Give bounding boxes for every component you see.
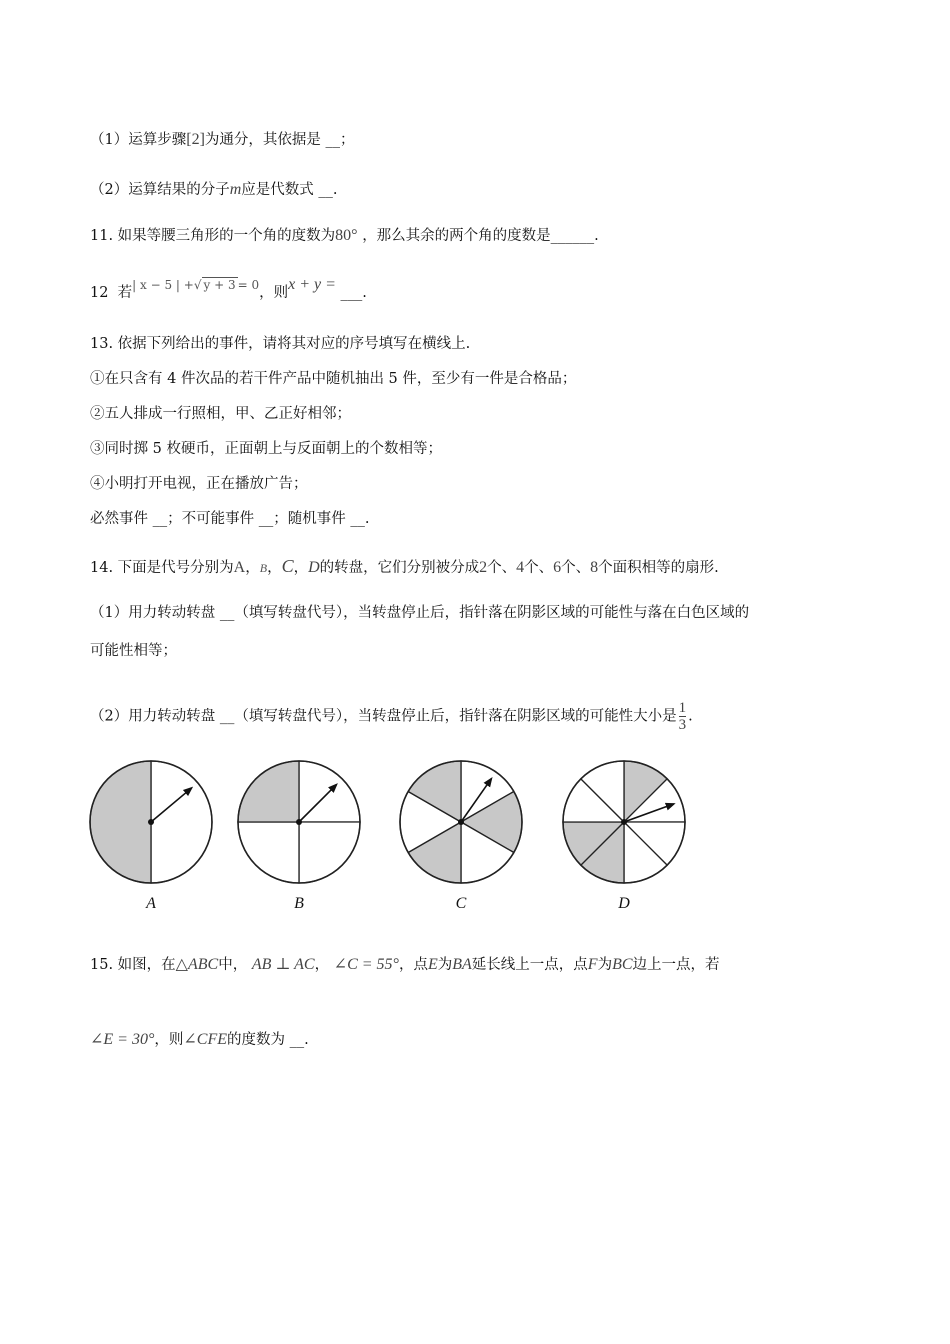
q12-eq-radicand: y + 3 [203, 278, 236, 292]
spinner-area [90, 761, 685, 912]
q15-line2 [90, 1030, 309, 1050]
q14-text6: 个面积相等的扇形. [598, 560, 719, 576]
spinner-b-sector-3 [238, 822, 299, 883]
q13-item-3: ③同时掷 5 枚硬币，正面朝上与反面朝上的个数相等； [90, 441, 442, 457]
fraction-denominator: 3 [678, 717, 687, 733]
spinner-c-label: C [455, 895, 467, 912]
q14-n8: 8 [590, 559, 599, 576]
q11-math: 80° [335, 227, 358, 244]
q14-text3: 个、 [487, 560, 517, 576]
q15-text-c: ， [314, 957, 330, 973]
q14-p2-text: （2）用力转动转盘 __（填写转盘代号），当转盘停止后，指针落在阴影区域的可能性大小是 [90, 708, 677, 725]
q11-text2: ，那么其余的两个角的度数是______. [362, 228, 599, 244]
q15-text-b: 中， [218, 957, 248, 973]
one-third-fraction [679, 700, 687, 733]
q13-answer: 必然事件 __；不可能事件 __；随机事件 __. [90, 511, 370, 527]
spinner-b-label: B [294, 895, 304, 912]
q14-n4: 4 [516, 559, 525, 576]
q10-p1-math: [2] [186, 131, 205, 148]
spinner-b-center-dot [296, 819, 302, 825]
q10-p2-text2: 应是代数式 [241, 182, 314, 198]
q15-text-a: 15. 如图，在 [90, 957, 176, 973]
q15-bc: BC [612, 956, 633, 973]
q15-text-h: 边上一点，若 [632, 957, 720, 973]
spinner-b-sector-4 [238, 761, 299, 822]
q10-p2-text: （2）运算结果的分子 [90, 182, 230, 198]
q14-part2 [90, 700, 693, 733]
q10-part1 [90, 130, 355, 150]
q14-text4: 个、 [524, 560, 554, 576]
q12-eq-rhs: = 0 [237, 278, 260, 292]
q15-blank: __. [289, 1032, 309, 1048]
q14-part1b: 可能性相等； [90, 643, 177, 659]
q15-point-e: E [427, 956, 438, 973]
spinner-a-label: A [146, 895, 156, 912]
spinner-a-sector-1 [151, 761, 212, 883]
spinner-d-center-dot [621, 819, 627, 825]
q15-angle-e: ∠E = 30° [90, 1031, 155, 1048]
q10-p1-blank: __； [325, 132, 355, 148]
q14-intro [90, 556, 719, 578]
q15-text-g: 为 [597, 957, 613, 973]
q13-title: 13. 依据下列给出的事件，请将其对应的序号填写在横线上. [90, 336, 471, 352]
q15-angle-cfe: ∠CFE [183, 1031, 227, 1048]
spinner-a-sector-2 [90, 761, 151, 883]
q14-p2-end: . [688, 708, 693, 725]
q12-ze: ，则 [259, 285, 289, 301]
q10-part2 [90, 180, 338, 200]
q14-label-c: C [281, 556, 294, 576]
q14-label-d: D [308, 559, 320, 576]
fraction-numerator: 1 [678, 700, 687, 716]
q10-p2-blank: __. [318, 182, 338, 198]
q13-item-2: ②五人排成一行照相，甲、乙正好相邻； [90, 406, 351, 422]
q15-angle-c: ∠C = 55° [333, 956, 399, 973]
spinner-a-center-dot [148, 819, 154, 825]
q15-ba: BA [452, 956, 472, 973]
q15-text-d: ，点 [398, 957, 428, 973]
q11-text: 11. 如果等腰三角形的一个角的度数为 [90, 228, 336, 244]
q15-line1 [90, 955, 720, 975]
q10-p1-text: （1）运算步骤 [90, 132, 187, 148]
q10-p2-math: m [229, 181, 242, 198]
q12-eq-abs: | x − 5 | + [132, 278, 194, 292]
q11 [90, 226, 599, 246]
q13-item-4: ④小明打开电视，正在播放广告； [90, 476, 308, 492]
q14-n6: 6 [553, 559, 562, 576]
spinner-b-sector-2 [299, 822, 360, 883]
q15-point-f: F [587, 956, 598, 973]
q14-part1a: （1）用力转动转盘 __（填写转盘代号），当转盘停止后，指针落在阴影区域的可能性与落在白色区域的 [90, 605, 750, 621]
q14-sep1: ， [245, 560, 260, 576]
q15-text-j: 的度数为 [227, 1032, 285, 1048]
spinner-d-label: D [618, 895, 630, 912]
q14-n2: 2 [479, 559, 488, 576]
q15-text-i: ，则 [154, 1032, 184, 1048]
q15-text-f: 延长线上一点，点 [471, 957, 588, 973]
q12-ruo: 若 [117, 285, 133, 301]
q15-perp: AB ⊥ AC [251, 956, 315, 973]
spinners-figure [0, 750, 950, 930]
q14-label-b: B [259, 561, 268, 575]
q10-p1-text2: 为通分，其依据是 [204, 132, 321, 148]
q14-text1: 14. 下面是代号分别为 [90, 560, 234, 576]
q12-math: x + y = [288, 276, 336, 293]
q14-text2: 的转盘，它们分别被分成 [319, 560, 480, 576]
q12-blank: ___. [340, 285, 367, 301]
q12 [90, 276, 367, 303]
q15-text-e: 为 [437, 957, 453, 973]
q14-text5: 个、 [561, 560, 591, 576]
q14-label-a: A [233, 559, 246, 576]
q14-sep3: ， [293, 560, 309, 576]
q14-sep2: ， [267, 560, 282, 576]
q13-item-1: ①在只含有 4 件次品的若干件产品中随机抽出 5 件，至少有一件是合格品； [90, 371, 577, 387]
q12-number: 12 [90, 285, 109, 301]
q12-equation: | x − 5 | +√ y + 3 = 0 [132, 278, 260, 292]
q15-triangle: △ABC [175, 956, 219, 973]
spinner-c-center-dot [458, 819, 464, 825]
